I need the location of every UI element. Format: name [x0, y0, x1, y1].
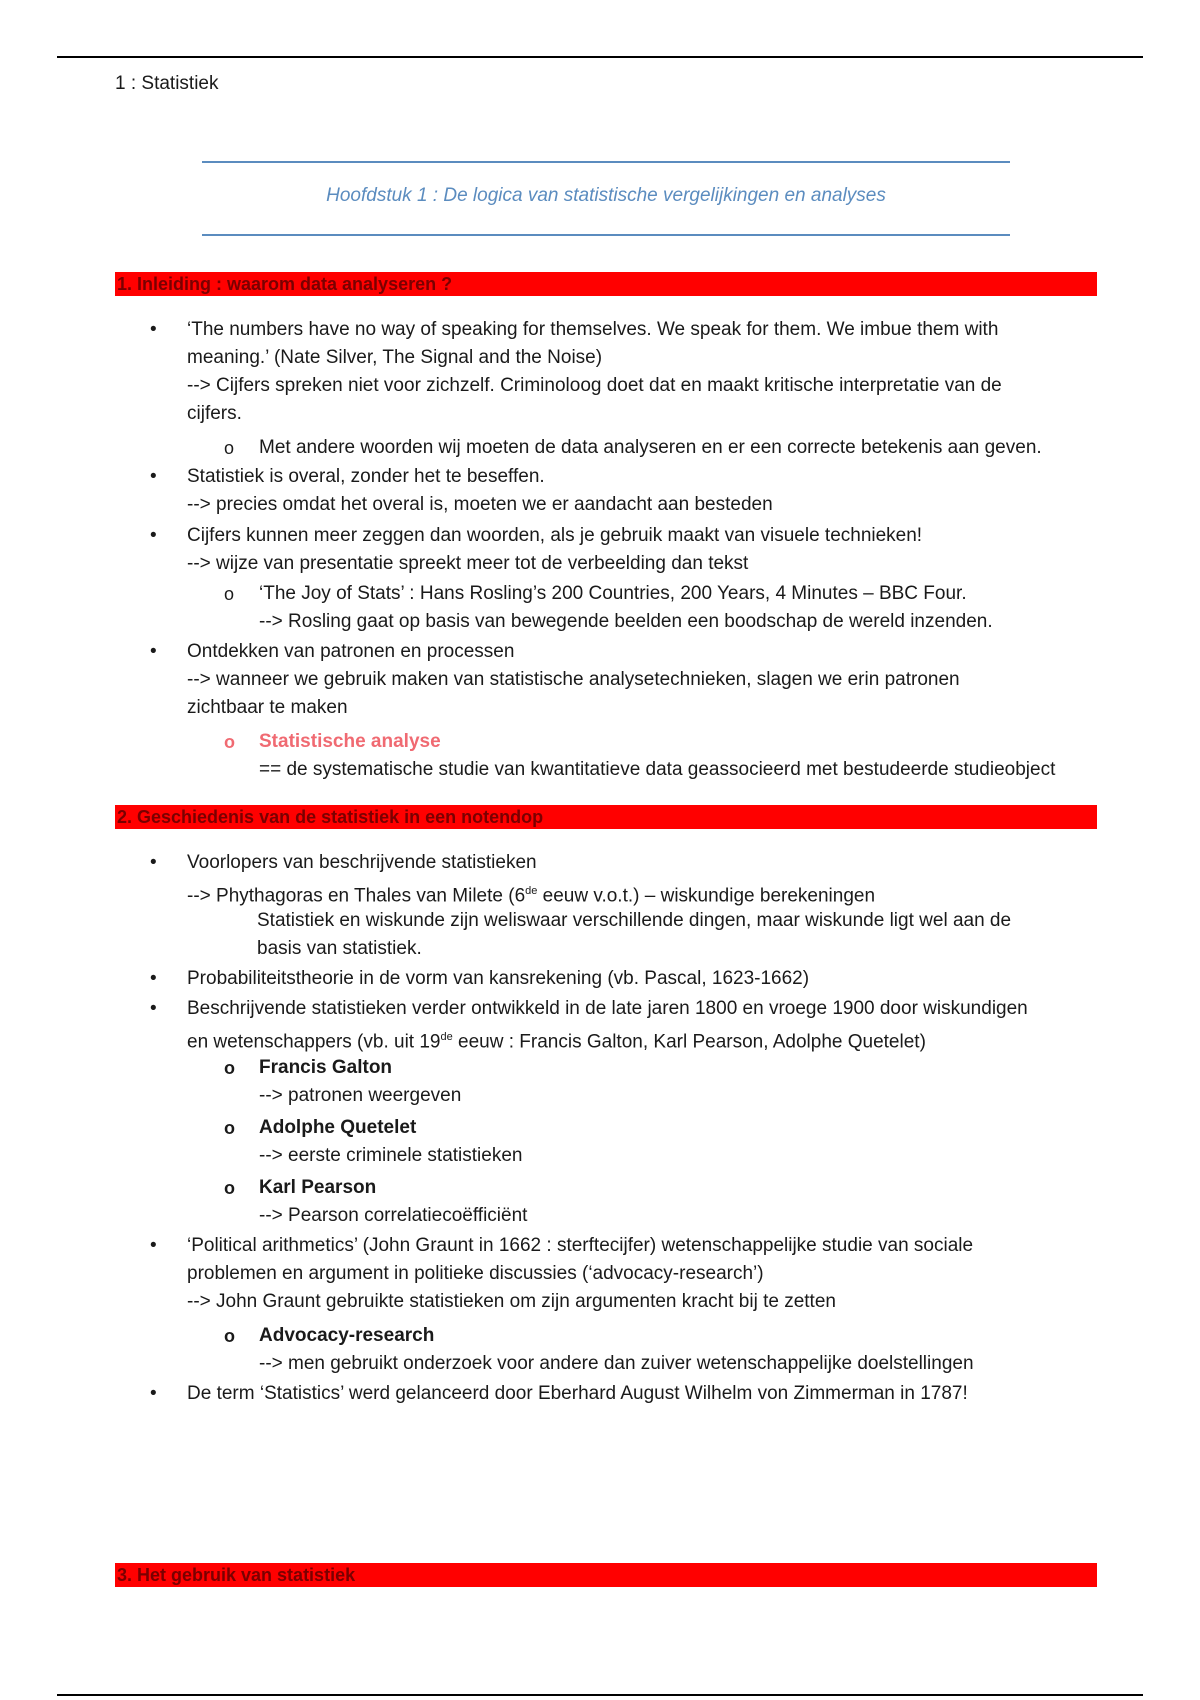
bullet-icon: • [150, 525, 157, 546]
term-highlight: Statistische analyse [259, 731, 441, 752]
sub-item [259, 1114, 1139, 1170]
text-line: meaning.’ (Nate Silver, The Signal and the Noise) [187, 347, 603, 368]
text-line: Voorlopers van beschrijvende statistieken [187, 852, 537, 873]
paragraph: Probabiliteitstheorie in de vorm van kansrekening (vb. Pascal, 1623-1662) [187, 968, 810, 989]
text-line: Statistiek is overal, zonder het te beseffen. [187, 466, 545, 487]
circle-bullet-icon: o [224, 584, 235, 604]
person-name: Karl Pearson [259, 1177, 377, 1198]
bullet-icon: • [150, 968, 157, 989]
text-line: --> patronen weergeven [259, 1085, 462, 1106]
bullet-icon: • [150, 998, 157, 1019]
paragraph [187, 316, 1117, 428]
chapter-title: Hoofdstuk 1 : De logica van statistische vergelijkingen en analyses [326, 185, 886, 206]
paragraph [187, 522, 1117, 578]
bullet-icon: • [150, 1235, 157, 1256]
text-line: en wetenschappers (vb. uit 19de eeuw : Francis Galton, Karl Pearson, Adolphe Quetelet) [187, 1031, 926, 1053]
text-line: == de systematische studie van kwantitatieve data geassocieerd met bestudeerde studieobject [259, 759, 1056, 780]
sub-item [259, 1174, 1139, 1230]
text-line: Statistiek en wiskunde zijn weliswaar verschillende dingen, maar wiskunde ligt wel aan de [257, 910, 1012, 931]
section-heading-2: 2. Geschiedenis van de statistiek in een notendop [115, 805, 1097, 829]
text-line: ‘The numbers have no way of speaking for themselves. We speak for them. We imbue them with [187, 319, 999, 340]
term: Advocacy-research [259, 1325, 435, 1346]
bullet-icon: • [150, 466, 157, 487]
text-line: --> wijze van presentatie spreekt meer tot de verbeelding dan tekst [187, 553, 749, 574]
paragraph [187, 849, 1117, 910]
person-name: Adolphe Quetelet [259, 1117, 417, 1138]
circle-bullet-icon: o [224, 1058, 235, 1078]
bullet-icon: • [150, 319, 157, 340]
text-line: --> John Graunt gebruikte statistieken om zijn argumenten kracht bij te zetten [187, 1291, 836, 1312]
text-line: --> Rosling gaat op basis van bewegende beelden een boodschap de wereld inzenden. [259, 611, 993, 632]
sub-item [259, 1054, 1139, 1110]
text-line: --> Phythagoras en Thales van Milete (6de eeuw v.o.t.) – wiskundige berekeningen [187, 885, 876, 907]
circle-bullet-icon: o [224, 732, 235, 752]
bullet-icon: • [150, 852, 157, 873]
top-rule [57, 56, 1143, 58]
text-line: cijfers. [187, 403, 242, 424]
text-line: ‘Political arithmetics’ (John Graunt in 1662 : sterftecijfer) wetenschappelijke studie van sociale [187, 1235, 974, 1256]
indented-text [257, 907, 1117, 963]
sub-item: Met andere woorden wij moeten de data analyseren en er een correcte betekenis aan geven. [259, 437, 1042, 458]
text-line: problemen en argument in politieke discussies (‘advocacy-research’) [187, 1263, 764, 1284]
running-header: 1 : Statistiek [115, 73, 219, 94]
bullet-icon: • [150, 641, 157, 662]
text-line: --> Cijfers spreken niet voor zichzelf. Criminoloog doet dat en maakt kritische interpretatie van de [187, 375, 1002, 396]
circle-bullet-icon: o [224, 1326, 235, 1346]
paragraph [187, 638, 1117, 722]
section-heading-3: 3. Het gebruik van statistiek [115, 1563, 1097, 1587]
circle-bullet-icon: o [224, 438, 235, 458]
section-heading-1: 1. Inleiding : waarom data analyseren ? [115, 272, 1097, 296]
text-line: ‘The Joy of Stats’ : Hans Rosling’s 200 Countries, 200 Years, 4 Minutes – BBC Four. [259, 583, 967, 604]
circle-bullet-icon: o [224, 1178, 235, 1198]
text-line: --> wanneer we gebruik maken van statistische analysetechnieken, slagen we erin patronen [187, 669, 960, 690]
text-line: --> precies omdat het overal is, moeten we er aandacht aan besteden [187, 494, 773, 515]
text-line: basis van statistiek. [257, 938, 422, 959]
bottom-rule [57, 1694, 1143, 1696]
bullet-icon: • [150, 1383, 157, 1404]
person-name: Francis Galton [259, 1057, 393, 1078]
sub-item [259, 728, 1139, 784]
paragraph [187, 463, 1117, 519]
sub-item [259, 580, 1139, 636]
paragraph [187, 995, 1117, 1056]
paragraph: De term ‘Statistics’ werd gelanceerd door Eberhard August Wilhelm von Zimmerman in 1787! [187, 1383, 968, 1404]
text-line: Ontdekken van patronen en processen [187, 641, 515, 662]
circle-bullet-icon: o [224, 1118, 235, 1138]
chapter-title-box [202, 161, 1010, 236]
text-line: zichtbaar te maken [187, 697, 348, 718]
paragraph [187, 1232, 1117, 1316]
sub-item [259, 1322, 1139, 1378]
text-line: Cijfers kunnen meer zeggen dan woorden, als je gebruik maakt van visuele technieken! [187, 525, 923, 546]
text-line: --> men gebruikt onderzoek voor andere dan zuiver wetenschappelijke doelstellingen [259, 1353, 974, 1374]
text-line: --> eerste criminele statistieken [259, 1145, 523, 1166]
text-line: Beschrijvende statistieken verder ontwikkeld in de late jaren 1800 en vroege 1900 door wiskundigen [187, 998, 1028, 1019]
text-line: --> Pearson correlatiecoëfficiënt [259, 1205, 528, 1226]
